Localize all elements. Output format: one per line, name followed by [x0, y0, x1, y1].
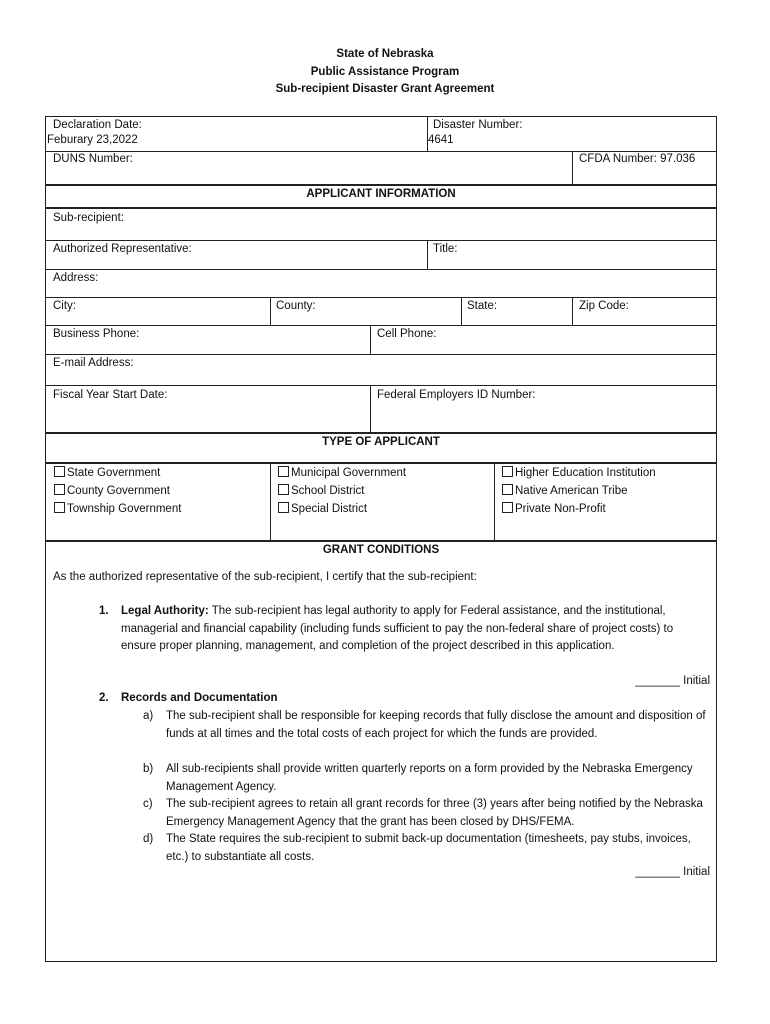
subrecipient-field[interactable]: Sub-recipient:	[53, 212, 124, 224]
divider	[46, 354, 716, 355]
item-1-legal-authority	[121, 603, 711, 656]
sub-d-label: d)	[143, 833, 154, 845]
disaster-number-label: Disaster Number:	[433, 119, 523, 131]
divider	[46, 540, 716, 542]
checkbox-icon	[54, 466, 65, 477]
checkbox-label: Private Non-Profit	[515, 503, 606, 515]
divider	[494, 462, 495, 540]
checkbox-label: Municipal Government	[291, 467, 407, 479]
state-field[interactable]: State:	[467, 300, 498, 312]
sub-c-text: The sub-recipient agrees to retain all grant records for three (3) years after being notified by the Nebraska Emergency Management Agency that the grant has been closed by DHS/FEMA.	[166, 798, 703, 828]
checkbox-school-district[interactable]	[278, 484, 365, 497]
divider	[370, 385, 371, 432]
declaration-date-label: Declaration Date:	[53, 119, 142, 131]
cfda-number-field: CFDA Number: 97.036	[579, 153, 696, 165]
checkbox-icon	[54, 484, 65, 495]
item-1-number: 1.	[99, 605, 109, 617]
checkbox-label: School District	[291, 485, 365, 497]
duns-number-field[interactable]: DUNS Number:	[53, 153, 133, 165]
authorized-representative-field[interactable]: Authorized Representative:	[53, 243, 192, 255]
item-2-title: Records and Documentation	[121, 692, 278, 704]
checkbox-label: Native American Tribe	[515, 485, 628, 497]
applicant-information-heading: APPLICANT INFORMATION	[306, 188, 456, 200]
divider	[370, 325, 371, 354]
divider	[270, 462, 271, 540]
disaster-number-value[interactable]: 4641	[428, 134, 454, 146]
header-line-1: State of Nebraska	[336, 48, 434, 60]
checkbox-state-government[interactable]	[54, 466, 160, 479]
cell-phone-field[interactable]: Cell Phone:	[377, 328, 437, 340]
address-field[interactable]: Address:	[53, 272, 99, 284]
divider	[46, 385, 716, 386]
sub-d-text: The State requires the sub-recipient to submit back-up documentation (timesheets, pay stubs, invoices, etc.) to substantiate all costs.	[166, 833, 691, 863]
checkbox-icon	[278, 484, 289, 495]
divider	[270, 297, 271, 325]
divider	[46, 240, 716, 241]
sub-b-text: All sub-recipients shall provide written quarterly reports on a form provided by the Nebraska Emergency Management Agency.	[166, 763, 693, 793]
item-1-text: The sub-recipient has legal authority to apply for Federal assistance, and the institutional, managerial and financial capability (including funds sufficient to pay the non-federal share of project costs) to ensure proper planning, management, and completion of the project described in this application.	[121, 605, 674, 652]
sub-b-label: b)	[143, 763, 154, 775]
checkbox-label: County Government	[67, 485, 170, 497]
checkbox-label: Township Government	[67, 503, 182, 515]
divider	[461, 297, 462, 325]
divider	[572, 151, 573, 185]
divider	[46, 207, 716, 209]
divider	[427, 240, 428, 269]
checkbox-township-government[interactable]	[54, 502, 181, 515]
checkbox-icon	[278, 466, 289, 477]
divider	[46, 432, 716, 434]
sub-c-label: c)	[143, 798, 153, 810]
grant-agreement-form	[45, 116, 717, 962]
checkbox-icon	[502, 484, 513, 495]
fiscal-year-start-field[interactable]: Fiscal Year Start Date:	[53, 389, 168, 401]
checkbox-icon	[54, 502, 65, 513]
checkbox-label: Special District	[291, 503, 368, 515]
checkbox-icon	[278, 502, 289, 513]
header-line-2: Public Assistance Program	[310, 66, 460, 78]
type-of-applicant-heading: TYPE OF APPLICANT	[322, 436, 440, 448]
checkbox-higher-education[interactable]	[502, 466, 656, 479]
sub-a-label: a)	[143, 710, 154, 722]
checkbox-label: State Government	[67, 467, 161, 479]
checkbox-icon	[502, 466, 513, 477]
header-line-3: Sub-recipient Disaster Grant Agreement	[275, 83, 495, 95]
divider	[572, 297, 573, 325]
federal-employers-id-field[interactable]: Federal Employers ID Number:	[377, 389, 536, 401]
divider	[46, 184, 716, 186]
initial-line-1[interactable]: _______ Initial	[635, 675, 710, 687]
checkbox-icon	[502, 502, 513, 513]
title-field[interactable]: Title:	[433, 243, 458, 255]
divider	[46, 151, 716, 152]
divider	[46, 269, 716, 270]
item-2-number: 2.	[99, 692, 109, 704]
city-field[interactable]: City:	[53, 300, 76, 312]
declaration-date-value[interactable]: Feburary 23,2022	[47, 134, 138, 146]
divider	[46, 297, 716, 298]
email-address-field[interactable]: E-mail Address:	[53, 357, 134, 369]
county-field[interactable]: County:	[276, 300, 316, 312]
checkbox-label: Higher Education Institution	[515, 467, 656, 479]
grant-conditions-heading: GRANT CONDITIONS	[322, 544, 440, 556]
zip-code-field[interactable]: Zip Code:	[579, 300, 629, 312]
checkbox-native-american-tribe[interactable]	[502, 484, 628, 497]
checkbox-county-government[interactable]	[54, 484, 170, 497]
divider	[46, 325, 716, 326]
checkbox-municipal-government[interactable]	[278, 466, 406, 479]
grant-conditions-intro: As the authorized representative of the sub-recipient, I certify that the sub-recipient:	[53, 571, 477, 583]
checkbox-private-non-profit[interactable]	[502, 502, 606, 515]
item-1-title: Legal Authority:	[121, 605, 209, 617]
business-phone-field[interactable]: Business Phone:	[53, 328, 140, 340]
sub-a-text: The sub-recipient shall be responsible for keeping records that fully disclose the amount and disposition of funds at all times and the total costs of each project for which the funds are provided.	[166, 710, 706, 740]
checkbox-special-district[interactable]	[278, 502, 367, 515]
divider	[46, 462, 716, 464]
initial-line-2[interactable]: _______ Initial	[635, 866, 710, 878]
